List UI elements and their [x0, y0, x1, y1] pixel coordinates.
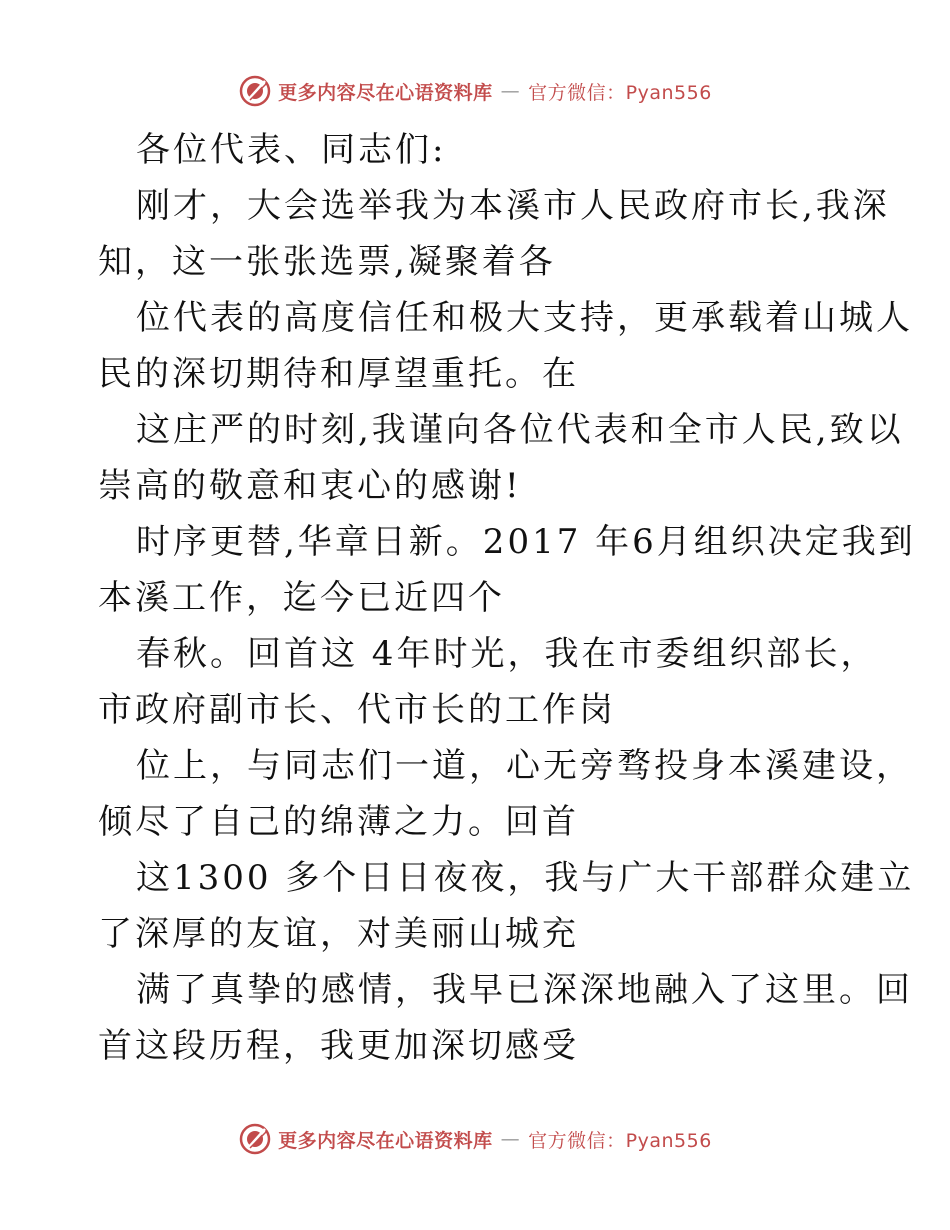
- banner-wechat-text: 官方微信：Pyan556: [528, 1129, 712, 1152]
- banner-wechat-text: 官方微信：Pyan556: [528, 81, 712, 104]
- banner-separator: —: [500, 1128, 521, 1150]
- footer-watermark: [0, 1122, 950, 1156]
- text-line: 位代表的高度信任和极大支持，更承载着山城人: [136, 298, 913, 338]
- header-watermark: [0, 74, 950, 108]
- text-line: 时序更替,华章日新。2017 年6月组织决定我到: [136, 522, 916, 562]
- text-line: 首这段历程，我更加深切感受: [98, 1026, 579, 1066]
- text-line: 倾尽了自己的绵薄之力。回首: [98, 802, 579, 842]
- banner-main-text: 更多内容尽在心语资料库: [278, 81, 493, 104]
- banner-separator: —: [500, 80, 521, 102]
- text-line: 满了真挚的感情，我早已深深地融入了这里。回: [136, 970, 913, 1010]
- text-line: 这庄严的时刻,我谨向各位代表和全市人民,致以: [136, 410, 904, 450]
- logo-icon: [238, 1122, 272, 1156]
- logo-icon: [238, 74, 272, 108]
- text-line: 知，这一张张选票,凝聚着各: [98, 242, 556, 282]
- text-line: 春秋。回首这 4年时光，我在市委组织部长，: [136, 634, 878, 674]
- text-line: 崇高的敬意和衷心的感谢!: [98, 466, 522, 506]
- text-line: 市政府副市长、代市长的工作岗: [98, 690, 616, 730]
- document-body: [98, 122, 916, 1074]
- text-line: 位上，与同志们一道，心无旁骛投身本溪建设，: [136, 746, 913, 786]
- text-line: 了深厚的友谊，对美丽山城充: [98, 914, 579, 954]
- text-line: 各位代表、同志们:: [136, 130, 447, 170]
- text-line: 这1300 多个日日夜夜，我与广大干部群众建立: [136, 858, 915, 898]
- text-line: 刚才，大会选举我为本溪市人民政府市长,我深: [136, 186, 890, 226]
- banner-main-text: 更多内容尽在心语资料库: [278, 1129, 493, 1152]
- text-line: 民的深切期待和厚望重托。在: [98, 354, 579, 394]
- text-line: 本溪工作，迄今已近四个: [98, 578, 505, 618]
